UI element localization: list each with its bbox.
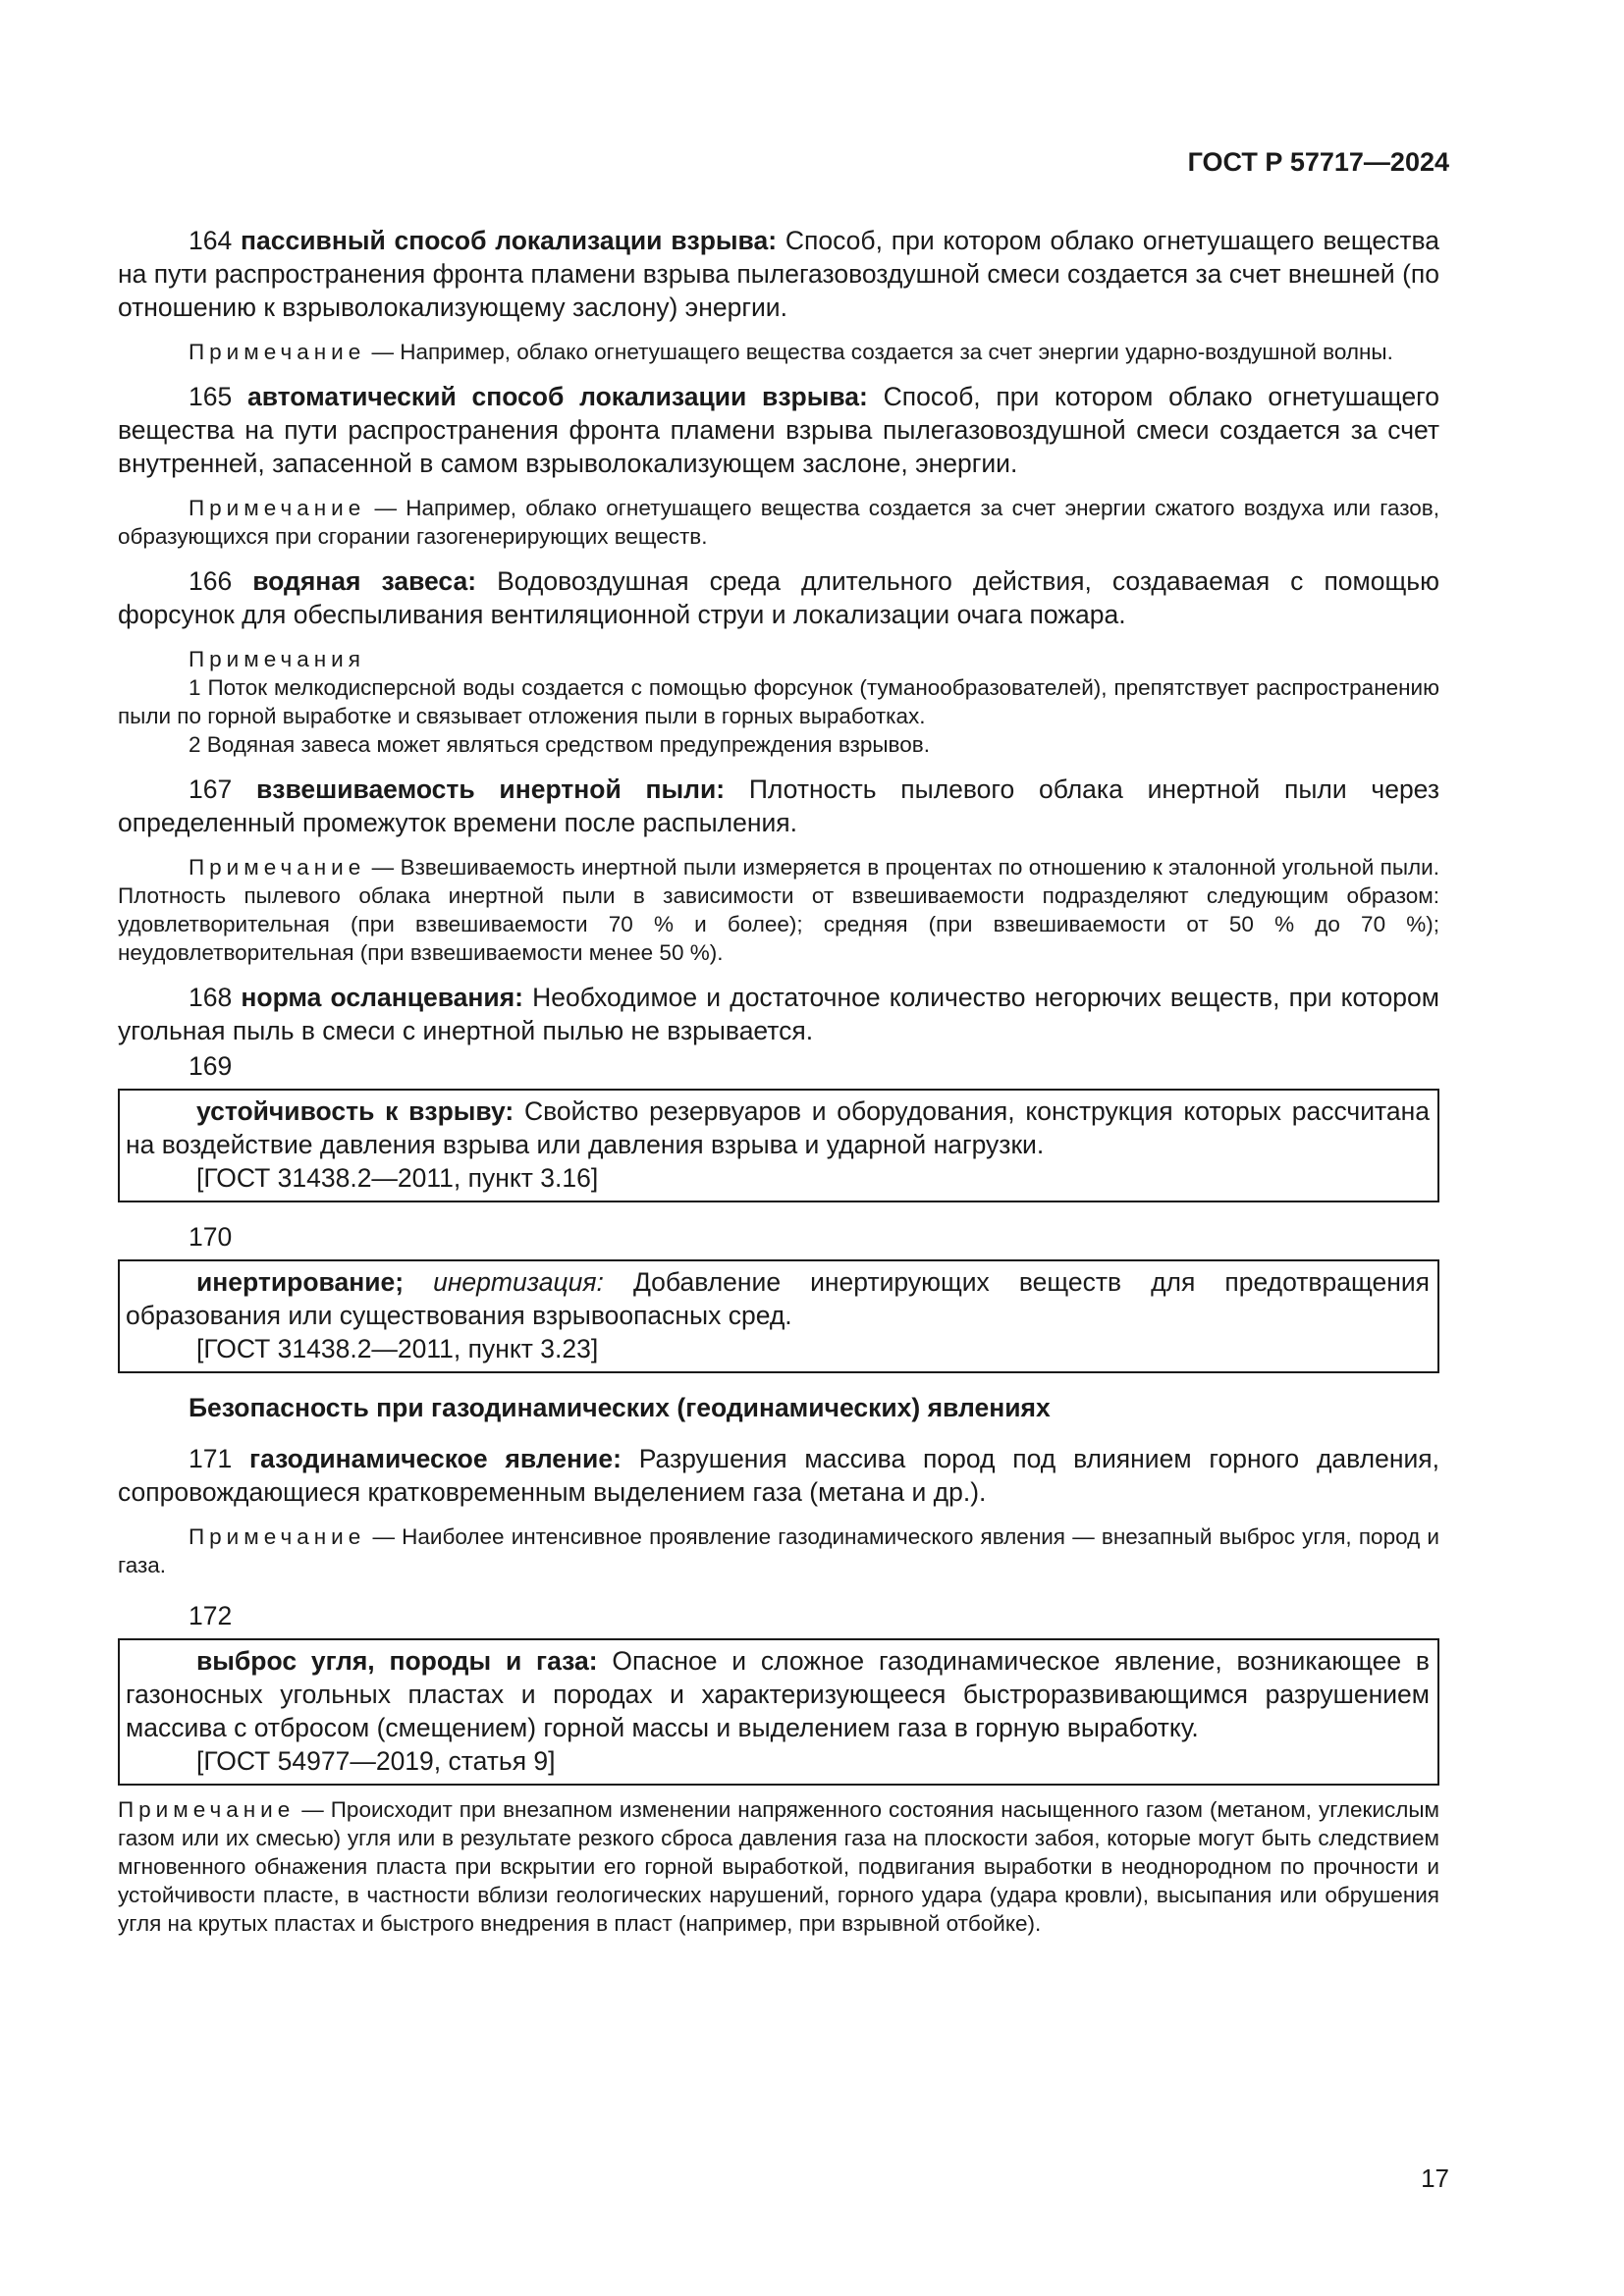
entry-169-box — [118, 1089, 1439, 1202]
entry-reference: [ГОСТ 54977—2019, статья 9] — [196, 1746, 556, 1776]
entry-term: норма осланцевания: — [241, 983, 523, 1012]
note-text: — Например, облако огнетушащего вещества создается за счет энергии ударно-воздушной волны. — [371, 340, 1393, 364]
entry-definition: Плотность пылевого облака инертной пыли через определенный промежуток времени после распыления. — [118, 774, 1439, 837]
entry-number: 165 — [189, 382, 233, 411]
entry-reference: [ГОСТ 31438.2—2011, пункт 3.23] — [196, 1334, 599, 1363]
entry-term: автоматический способ локализации взрыва: — [246, 382, 868, 411]
entry-definition: Добавление инертирующих веществ для предотвращения образования или существования взрывоопасных сред. — [126, 1267, 1430, 1330]
note-label: Примечание — [189, 1524, 366, 1549]
note-165 — [118, 494, 1439, 551]
entry-term: инертирование; — [196, 1267, 405, 1297]
entry-168 — [118, 981, 1439, 1047]
note-text: — Происходит при внезапном изменении напряженного состояния насыщенного газом (метаном, углекислым газом или их смесью) угля или в результате резкого сброса давления газа на плоскости забоя, которые могут быть следствием мгновенного обнажения пласта при вскрытии его горной выработкой, подвигания выработки в неоднородном по прочности и устойчивости пласте, в частности вблизи геологических нарушений, горного удара (удара кровли), высыпания или обрушения угля на крутых пластах и быстрого внедрения в пласт (например, при взрывной отбойке). — [118, 1797, 1439, 1936]
page-content — [118, 224, 1439, 1951]
entry-166 — [118, 564, 1439, 631]
entry-170 — [126, 1265, 1430, 1332]
notes-label: Примечания — [189, 647, 365, 671]
entry-definition: Свойство резервуаров и оборудования, конструкция которых рассчитана на воздействие давления взрыва или давления взрыва и ударной нагрузки. — [126, 1096, 1430, 1159]
entry-170-box — [118, 1259, 1439, 1373]
note-text: — Например, облако огнетушащего вещества создается за счет энергии сжатого воздуха или газов, образующихся при сгорании газогенерирующих веществ. — [118, 496, 1439, 549]
entry-171 — [118, 1442, 1439, 1509]
entry-definition: Водовоздушная среда длительного действия, создаваемая с помощью форсунок для обеспыливания вентиляционной струи и локализации очага пожара. — [118, 566, 1439, 629]
entry-number: 164 — [189, 226, 233, 255]
entry-number: 168 — [189, 983, 233, 1012]
entry-number-169: 169 — [189, 1051, 233, 1081]
entry-164 — [118, 224, 1439, 324]
entry-term: взвешиваемость инертной пыли: — [255, 774, 726, 804]
entry-167 — [118, 773, 1439, 839]
entry-165 — [118, 380, 1439, 480]
entry-number: 166 — [189, 566, 233, 596]
entry-term: устойчивость к взрыву: — [196, 1096, 514, 1126]
note-label: Примечание — [189, 340, 366, 364]
note-item-2: 2 Водяная завеса может являться средством предупреждения взрывов. — [189, 732, 930, 757]
note-text: — Наиболее интенсивное проявление газодинамического явления — внезапный выброс угля, пород и газа. — [118, 1524, 1439, 1577]
note-172 — [118, 1795, 1439, 1938]
note-label: Примечание — [118, 1797, 296, 1822]
entry-172 — [126, 1644, 1430, 1744]
note-164 — [118, 338, 1439, 366]
entry-number-170: 170 — [189, 1222, 233, 1252]
entry-number: 171 — [189, 1444, 233, 1473]
entry-term: пассивный способ локализации взрыва: — [241, 226, 778, 255]
note-171 — [118, 1522, 1439, 1579]
entry-definition: Способ, при котором облако огнетушащего вещества на пути распространения фронта пламени взрыва пылегазовоздушной смеси создается за счет внутренней, запасенной в самом взрыволокализующем заслоне, энергии. — [118, 382, 1439, 478]
entry-number: 167 — [189, 774, 233, 804]
entry-term: выброс угля, породы и газа: — [196, 1646, 598, 1676]
entry-definition: Опасное и сложное газодинамическое явление, возникающее в газоносных угольных пластах и породах и характеризующееся быстроразвивающимся разрушением массива с отбросом (смещением) горной массы и выделением газа в горную выработку. — [126, 1646, 1430, 1742]
document-code: ГОСТ Р 57717—2024 — [1187, 147, 1449, 177]
note-label: Примечание — [189, 496, 366, 520]
entry-term: водяная завеса: — [252, 566, 477, 596]
note-label: Примечание — [189, 855, 366, 880]
entry-169 — [126, 1095, 1430, 1161]
note-item-1: 1 Поток мелкодисперсной воды создается с помощью форсунок (туманообразователей), препятствует распространению пыли по горной выработке и связывает отложения пыли в горных выработках. — [118, 675, 1439, 728]
entry-172-box — [118, 1638, 1439, 1786]
notes-166 — [118, 645, 1439, 759]
entry-definition: Необходимое и достаточное количество негорючих веществ, при котором угольная пыль в смеси с инертной пылью не взрывается. — [118, 983, 1439, 1045]
note-167 — [118, 853, 1439, 967]
page-number: 17 — [1421, 2163, 1449, 2193]
entry-definition: Разрушения массива пород под влиянием горного давления, сопровождающиеся кратковременным выделением газа (метана и др.). — [118, 1444, 1439, 1507]
note-text: — Взвешиваемость инертной пыли измеряется в процентах по отношению к эталонной угольной пыли. Плотность пылевого облака инертной пыли в зависимости от взвешиваемости подразделяют следующим образом: удовлетворительная (при взвешиваемости 70 % и более); средняя (при взвешиваемости от 50 % до 70 %); неудовлетворительная (при взвешиваемости менее 50 %). — [118, 855, 1439, 965]
entry-reference: [ГОСТ 31438.2—2011, пункт 3.16] — [196, 1163, 599, 1193]
entry-number-172: 172 — [189, 1601, 233, 1630]
entry-term: газодинамическое явление: — [249, 1444, 622, 1473]
entry-synonym: инертизация: — [433, 1267, 604, 1297]
entry-definition: Способ, при котором облако огнетушащего вещества на пути распространения фронта пламени взрыва пылегазовоздушной смеси создается за счет внешней (по отношению к взрыволокализующему заслону) энергии. — [118, 226, 1439, 322]
section-heading: Безопасность при газодинамических (геодинамических) явлениях — [189, 1393, 1051, 1422]
